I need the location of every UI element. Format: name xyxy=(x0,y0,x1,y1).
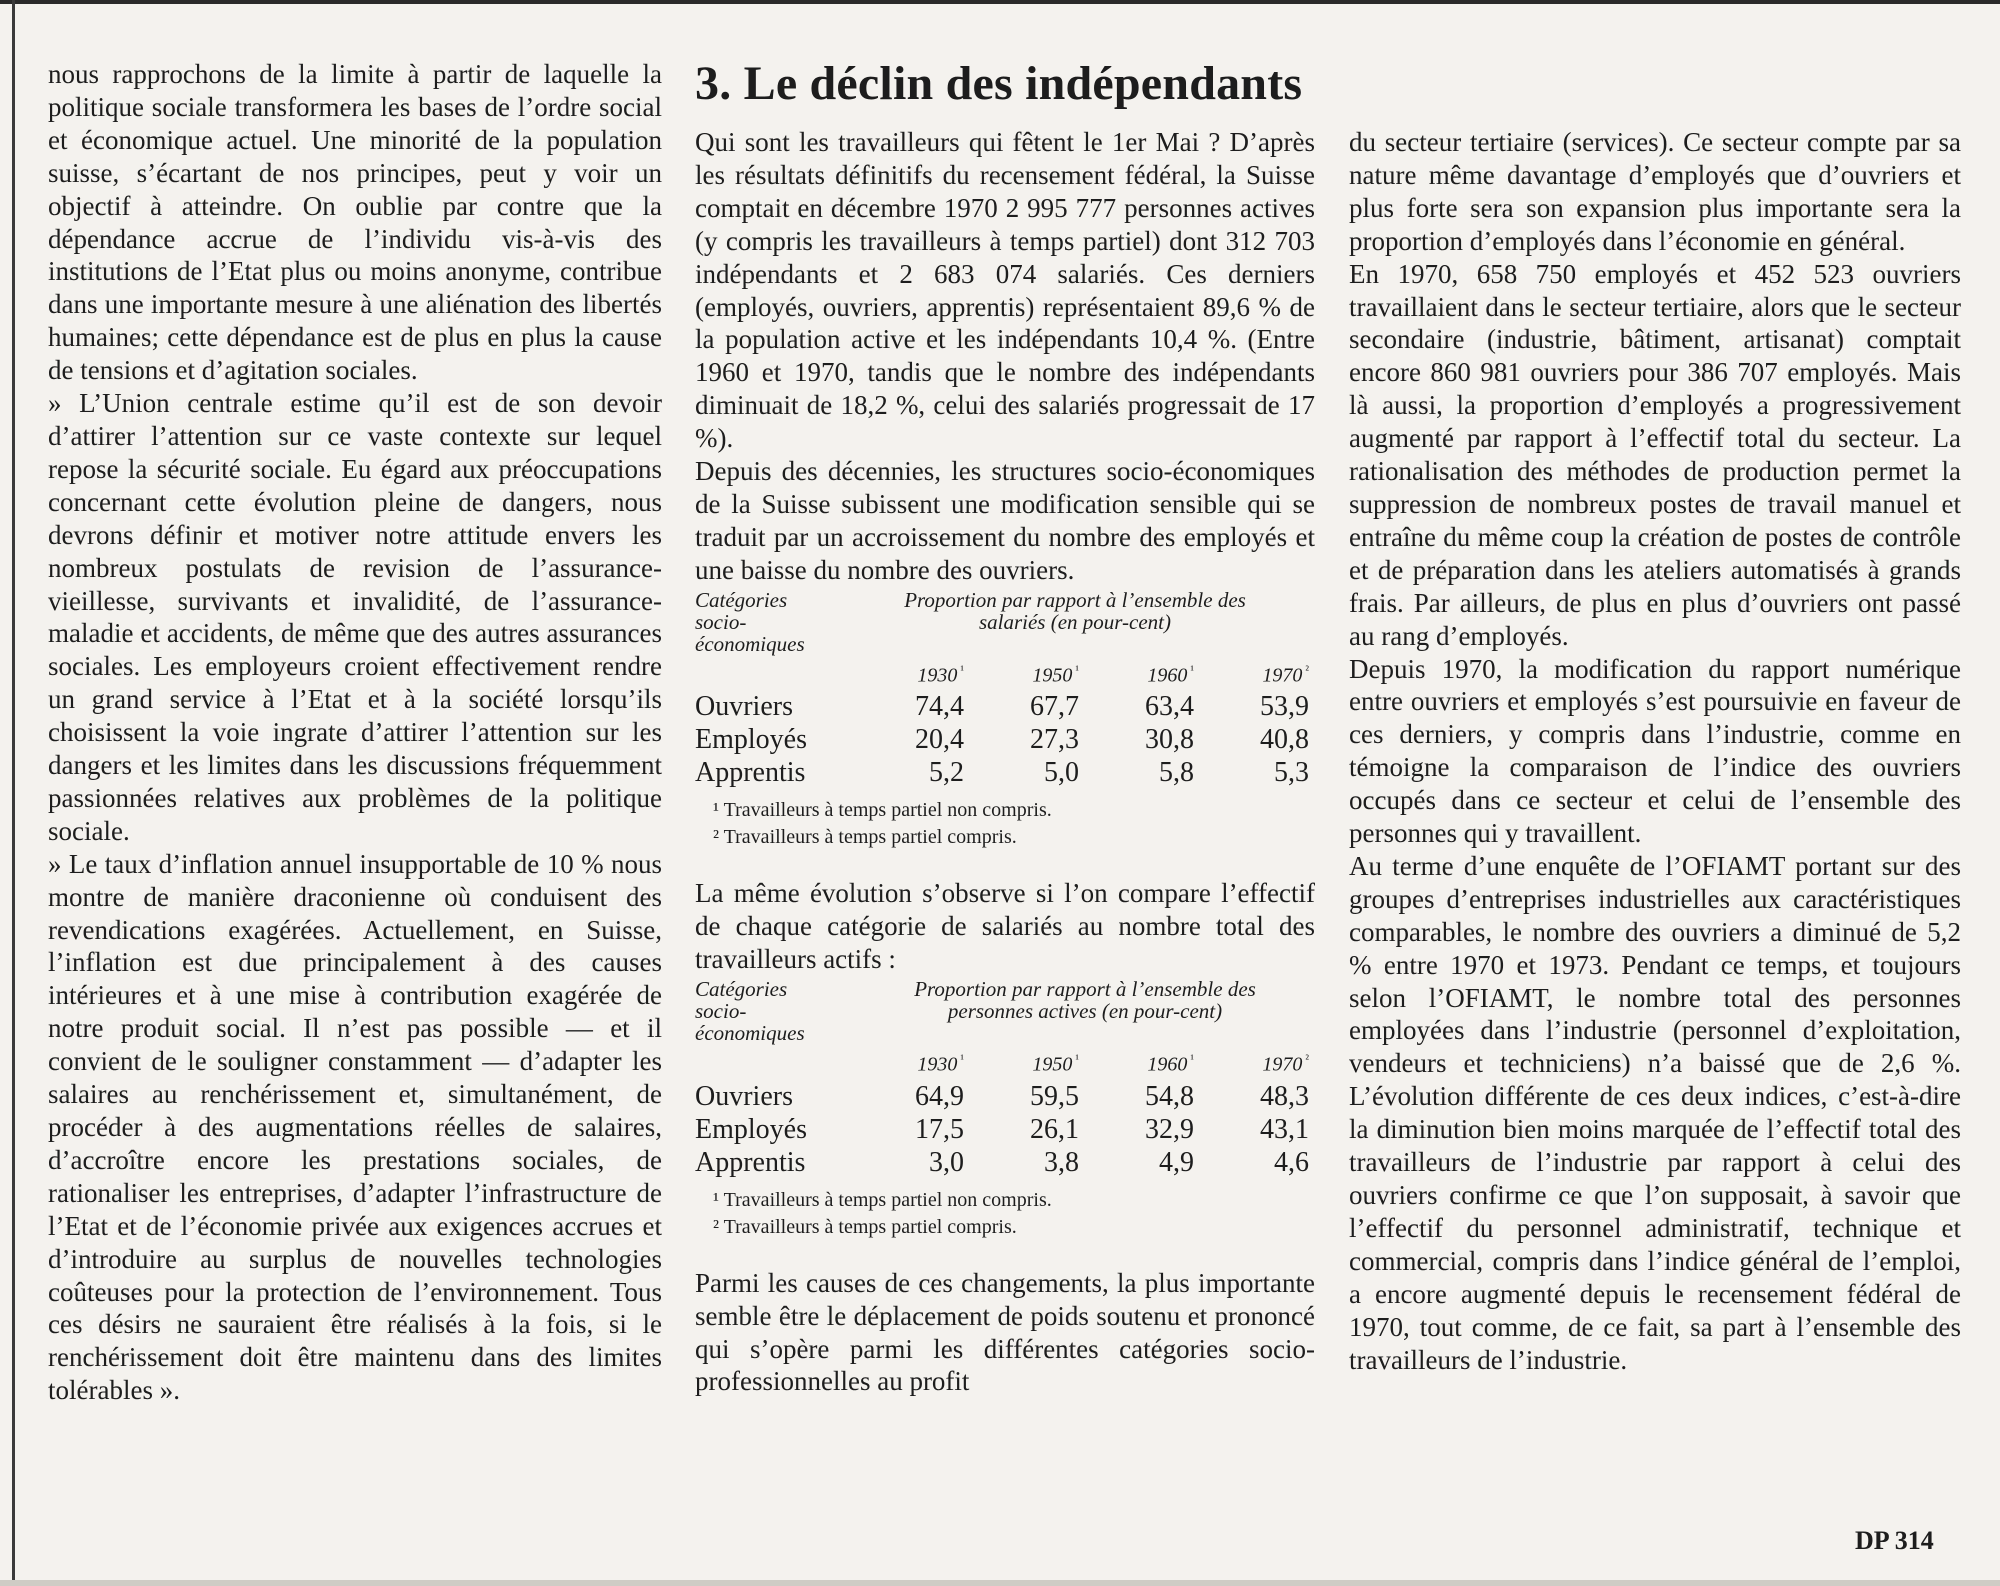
table-actifs xyxy=(695,978,1315,1179)
col3-paragraph-4: Au terme d’une enquête de l’OFIAMT portant sur des groupes d’entreprises industrielles aux caractéristiques comparables, le nombre des ouvriers a diminué de 5,2 % entre 1970 et 1973. Pendant ce temps, et toujours selon l’OFIAMT, le nombre total des personnes employées dans l’industrie (personnel d’exploitation, vendeurs et techniciens) n’a baissé que de 2,6 %. L’évolution différente de ces deux indices, c’est-à-dire la diminution bien moins marquée de l’effectif total des travailleurs de l’industrie par rapport à celui des ouvriers confirme ce que l’on supposait, à savoir que l’effectif du personnel administratif, technique et commercial, compris dans l’indice général de l’emploi, a encore augmenté depuis le recensement fédéral de 1970, tout comme, de ce fait, sa part à l’ensemble des travailleurs de l’industrie. xyxy=(1349,850,1961,1375)
table-row: Apprentis 3,0 3,8 4,9 4,6 xyxy=(695,1146,1309,1178)
page-number: DP 314 xyxy=(1855,1526,1934,1555)
table-row: Apprentis 5,2 5,0 5,8 5,3 xyxy=(695,757,1309,789)
table2-year: 1930 $^{^1}$ xyxy=(917,1052,964,1076)
table2-footnotes xyxy=(713,1187,1315,1241)
col1-paragraph-3: » Le taux d’inflation annuel insupportable de 10 % nous montre de manière draconienne où conduisent des revendications exagérées. Actuellement, en Suisse, l’inflation est due principalement à des causes intérieures et à une mise à contribution exagérée de notre produit social. Il n’est pas possible — et il convient de le souligner constamment — d’adapter les salaires au renchérissement et, simultanément, de procéder à des augmentations réelles de salaires, d’accroître encore les prestations sociales, de rationaliser les entreprises, d’adapter l’infrastructure de l’Etat et de l’économie privée aux exigences accrues et d’introduire au surplus de nouvelles technologies coûteuses pour la protection de l’environnement. Tous ces désirs ne sauraient être réalisés à la fois, si le renchérissement doit être maintenu dans des limites tolérables ». xyxy=(48,848,662,1406)
table2-year: 1970 $^{^2}$ xyxy=(1262,1052,1309,1076)
left-rule xyxy=(12,0,15,1586)
top-rule xyxy=(0,0,2000,4)
section-title: 3. Le déclin des indépendants xyxy=(695,57,1303,110)
table-row: Ouvriers 74,4 67,7 63,4 53,9 xyxy=(695,691,1309,723)
column-1 xyxy=(48,58,662,1407)
bottom-edge xyxy=(0,1580,2000,1586)
table2-year: 1960 $^{^1}$ xyxy=(1147,1052,1194,1076)
column-3 xyxy=(1349,126,1961,1376)
table1-note-1: ¹ Travailleurs à temps partiel non compris. xyxy=(713,799,1052,822)
table1-head-left: Catégories socio-économiques xyxy=(695,587,805,656)
table1-year: 1950 $^{^1}$ xyxy=(1032,662,1079,687)
table1-footnotes xyxy=(713,797,1315,851)
table-row: Ouvriers 64,9 59,5 54,8 48,3 xyxy=(695,1080,1309,1112)
table1-year: 1930 $^{^1}$ xyxy=(917,662,964,687)
table2-note-1: ¹ Travailleurs à temps partiel non compris. xyxy=(713,1188,1052,1211)
table1-year: 1960 $^{^1}$ xyxy=(1147,662,1194,687)
col3-paragraph-2: En 1970, 658 750 employés et 452 523 ouvriers travaillaient dans le secteur tertiaire, alors que le secteur secondaire (industrie, bâtiment, artisanat) comptait encore 860 981 ouvriers pour 386 707 employés. Mais là aussi, la proportion d’employés a progressivement augmenté par rapport à l’effectif total du secteur. La rationalisation des méthodes de production permet la suppression de nombreux postes de travail manuel et entraîne du même coup la création de postes de contrôle et de préparation dans les ateliers automatisés à grands frais. Par ailleurs, de plus en plus d’ouvriers ont passé au rang d’employés. xyxy=(1349,258,1961,651)
col3-paragraph-3: Depuis 1970, la modification du rapport numérique entre ouvriers et employés s’est poursuivie en faveur de ces derniers, y compris dans l’industrie, comme en témoigne la comparaison de l’indice des ouvriers occupés dans ce secteur et celui de l’ensemble des personnes qui y travaillent. xyxy=(1349,653,1961,849)
table2-note-2: ² Travailleurs à temps partiel compris. xyxy=(713,1215,1017,1238)
table2-head-right: Proportion par rapport à l’ensemble des personnes actives (en pour-cent) xyxy=(914,977,1256,1024)
table-salaries xyxy=(695,589,1315,790)
col2-paragraph-3: La même évolution s’observe si l’on compare l’effectif de chaque catégorie de salariés au nombre total des travailleurs actifs : xyxy=(695,878,1315,975)
column-2 xyxy=(695,58,1315,1398)
table2-year: 1950 $^{^1}$ xyxy=(1032,1052,1079,1076)
table1-head-right: Proportion par rapport à l’ensemble des salariés (en pour-cent) xyxy=(904,587,1246,634)
table-row: Employés 20,4 27,3 30,8 40,8 xyxy=(695,724,1309,756)
table-row: Employés 17,5 26,1 32,9 43,1 xyxy=(695,1113,1309,1145)
col2-paragraph-4: Parmi les causes de ces changements, la plus importante semble être le déplacement de poids soutenu et prononcé qui s’opère parmi les différentes catégories socio-professionnelles au profit xyxy=(695,1267,1315,1397)
col2-paragraph-1: Qui sont les travailleurs qui fêtent le 1er Mai ? D’après les résultats définitifs du recensement fédéral, la Suisse comptait en décembre 1970 2 995 777 personnes actives (y compris les travailleurs à temps partiel) dont 312 703 indépendants et 2 683 074 salariés. Ces derniers (employés, ouvriers, apprentis) représentaient 89,6 % de la population active et les indépendants 10,4 %. (Entre 1960 et 1970, tandis que le nombre des indépendants diminuait de 18,2 %, celui des salariés progressait de 17 %). xyxy=(695,127,1315,454)
col1-paragraph-2: » L’Union centrale estime qu’il est de son devoir d’attirer l’attention sur ce vaste contexte sur lequel repose la sécurité sociale. Eu égard aux préoccupations concernant cette évolution pleine de dangers, nous devrons définir et motiver notre attitude envers les nombreux postulats de revision de l’assurance-vieillesse, survivants et invalidité, de l’assurance-maladie et accidents, de même que des autres assurances sociales. Les employeurs croient effectivement rendre un grand service à l’Etat et à la société lorsqu’ils choisissent la voie ingrate d’attirer l’attention sur les dangers et les limites dans les discussions fréquemment passionnées relatives aux problèmes de la politique sociale. xyxy=(48,388,662,846)
table1-note-2: ² Travailleurs à temps partiel compris. xyxy=(713,826,1017,849)
table2-head-left: Catégories socio-économiques xyxy=(695,977,805,1046)
table1-year: 1970 $^{^2}$ xyxy=(1262,662,1309,687)
col1-paragraph-1: nous rapprochons de la limite à partir de laquelle la politique sociale transformera les bases de l’ordre social et économique actuel. Une minorité de la population suisse, s’écartant de nos principes, peut y voir un objectif à atteindre. On oublie par contre que la dépendance accrue de l’individu vis-à-vis des institutions de l’Etat plus ou moins anonyme, contribue dans une importante mesure à une aliénation des libertés humaines; cette dépendance est de plus en plus la cause de tensions et d’agitation sociales. xyxy=(48,59,662,386)
col3-paragraph-1: du secteur tertiaire (services). Ce secteur compte par sa nature même davantage d’employés que d’ouvriers et plus forte sera son expansion plus importante sera la proportion d’employés dans l’économie en général. xyxy=(1349,127,1961,256)
col2-paragraph-2: Depuis des décennies, les structures socio-économiques de la Suisse subissent une modification sensible qui se traduit par un accroissement du nombre des employés et une baisse du nombre des ouvriers. xyxy=(695,456,1315,585)
